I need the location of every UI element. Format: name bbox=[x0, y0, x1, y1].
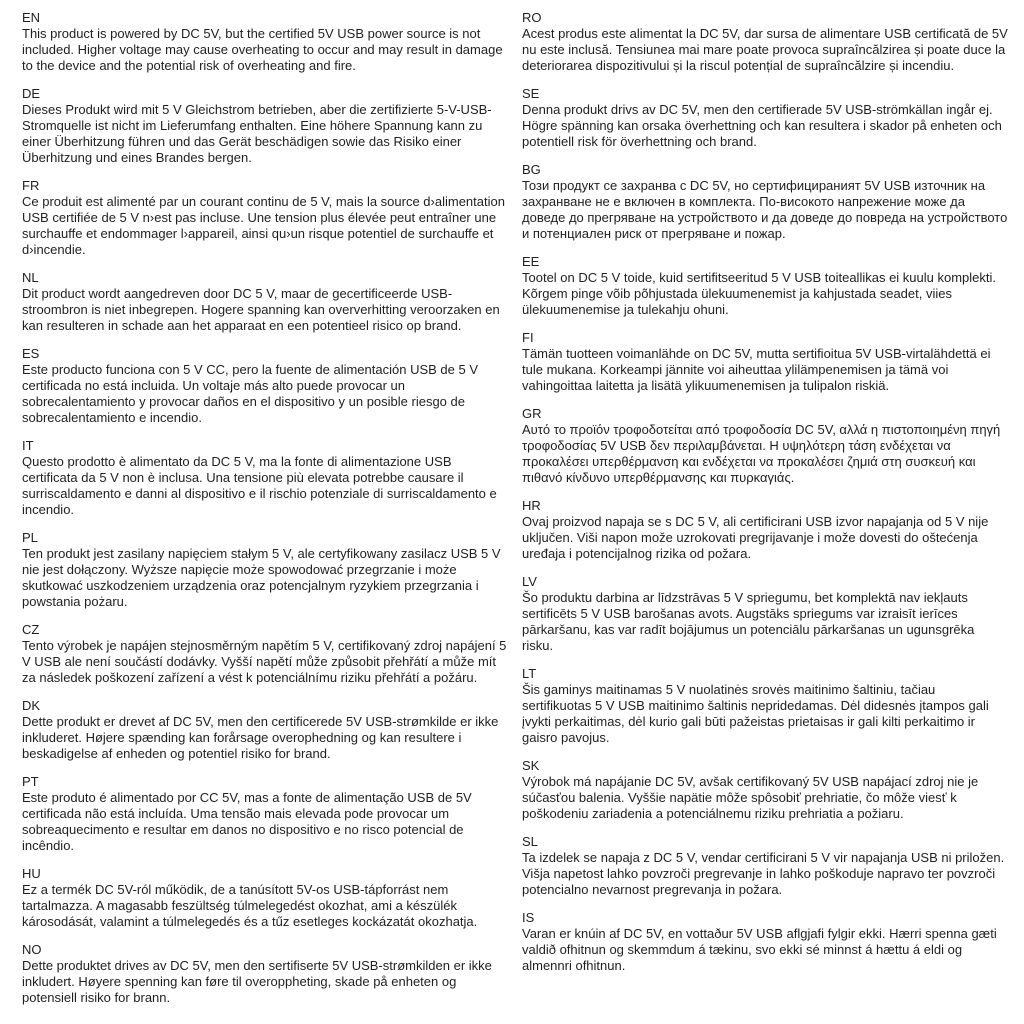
language-section bbox=[522, 666, 1008, 746]
language-section bbox=[522, 254, 1008, 318]
language-notice-text: Varan er knúin af DC 5V, en vottaður 5V USB aflgjafi fylgir ekki. Hærri spenna gæti valdið ofhitnun og skemmdum á tækinu, svo ekki sé minnst á hættu á eldi og almennri ofhitnun. bbox=[522, 926, 997, 973]
language-section bbox=[22, 774, 508, 854]
language-code-label: DE bbox=[22, 86, 41, 101]
right-column bbox=[522, 10, 1008, 1018]
language-notice-text: This product is powered by DC 5V, but the certified 5V USB power source is not included. Higher voltage may cause overheating to occur and may result in damage to the device and the potential risk of overheating and fire. bbox=[22, 26, 503, 73]
language-code-label: FI bbox=[522, 330, 534, 345]
language-section bbox=[22, 178, 508, 258]
language-section bbox=[22, 86, 508, 166]
language-notice-text: Šis gaminys maitinamas 5 V nuolatinės srovės maitinimo šaltiniu, tačiau sertifikuotas 5 V USB maitinimo šaltinis nepridedamas. Dėl didesnės įtampos gali įvykti perkaitimas, dėl kurio gali būti pažeistas prietaisas ir gali kilti perkaitimo ir gaisro pavojus. bbox=[522, 682, 989, 745]
language-code-label: SK bbox=[522, 758, 540, 773]
language-notice-text: Questo prodotto è alimentato da DC 5 V, ma la fonte di alimentazione USB certificata da 5 V non è inclusa. Una tensione più elevata potrebbe causare il surriscaldamento e danni al dispositivo e il rischio potenziale di surriscaldamento e incendio. bbox=[22, 454, 497, 517]
language-section bbox=[522, 162, 1008, 242]
language-code-label: PL bbox=[22, 530, 38, 545]
language-section bbox=[522, 910, 1008, 974]
language-code-label: NL bbox=[22, 270, 39, 285]
language-notice-text: Výrobok má napájanie DC 5V, avšak certifikovaný 5V USB napájací zdroj nie je súčasťou balenia. Vyššie napätie môže spôsobiť prehriatie, čo môže viesť k poškodeniu zariadenia a potenciálnemu riziku prehriatia a požiaru. bbox=[522, 774, 979, 821]
language-code-label: IS bbox=[522, 910, 535, 925]
language-notice-text: Dit product wordt aangedreven door DC 5 V, maar de gecertificeerde USB-stroombron is niet inbegrepen. Hogere spanning kan oververhitting veroorzaken en kan resulteren in schade aan het apparaat en een potentieel risico op brand. bbox=[22, 286, 500, 333]
language-notice-text: Tämän tuotteen voimanlähde on DC 5V, mutta sertifioitua 5V USB-virtalähdettä ei tule mukana. Korkeampi jännite voi aiheuttaa ylilämpenemisen ja tämä voi vahingoittaa laitetta ja lisätä ylikuumenemisen ja tulipalon riskiä. bbox=[522, 346, 991, 393]
language-section bbox=[22, 942, 508, 1006]
language-code-label: RO bbox=[522, 10, 542, 25]
language-code-label: BG bbox=[522, 162, 541, 177]
language-notice-text: Dette produkt er drevet af DC 5V, men den certificerede 5V USB-strømkilde er ikke inkluderet. Højere spænding kan forårsage overophedning og kan resultere i beskadigelse af enheden og potentiel risiko for brand. bbox=[22, 714, 499, 761]
language-notice-text: Denna produkt drivs av DC 5V, men den certifierade 5V USB-strömkällan ingår ej. Högre spänning kan orsaka överhettning och kan resultera i skador på enheten och potentiell risk för överhettning och brand. bbox=[522, 102, 1002, 149]
language-notice-text: Dette produktet drives av DC 5V, men den sertifiserte 5V USB-strømkilden er ikke inkludert. Høyere spenning kan føre til overoppheting, skade på enheten og potensiell risiko for brann. bbox=[22, 958, 492, 1005]
language-code-label: DK bbox=[22, 698, 41, 713]
language-notice-text: Este produto é alimentado por CC 5V, mas a fonte de alimentação USB de 5V certificada não está incluída. Uma tensão mais elevada pode provocar um sobreaquecimento e resultar em danos no dispositivo e no risco potencial de incêndio. bbox=[22, 790, 472, 853]
language-code-label: SL bbox=[522, 834, 538, 849]
language-notice-text: Ovaj proizvod napaja se s DC 5 V, ali certificirani USB izvor napajanja od 5 V nije uključen. Viši napon može uzrokovati pregrijavanje i može dovesti do oštećenja uređaja i potencijalnog rizika od požara. bbox=[522, 514, 989, 561]
language-code-label: EE bbox=[522, 254, 540, 269]
language-section bbox=[522, 758, 1008, 822]
language-code-label: LT bbox=[522, 666, 537, 681]
language-notice-text: Този продукт се захранва с DC 5V, но сертифицираният 5V USB източник на захранване не е включен в комплекта. По-високото напрежение може да доведе до прегряване на устройството и да доведе до повреда на устройството и потенциален риск от прегряване и пожар. bbox=[522, 178, 1008, 241]
language-notice-text: Ce produit est alimenté par un courant continu de 5 V, mais la source d›alimentation USB certifiée de 5 V n›est pas incluse. Une tension plus élevée peut entraîner une surchauffe et endommager l›appareil, ainsi qu›un risque potentiel de surchauffe et d›incendie. bbox=[22, 194, 505, 257]
language-code-label: NO bbox=[22, 942, 42, 957]
language-code-label: EN bbox=[22, 10, 41, 25]
language-notice-text: Tento výrobek je napájen stejnosměrným napětím 5 V, certifikovaný zdroj napájení 5 V USB ale není součástí dodávky. Vyšší napětí může způsobit přehřátí a může mít za následek poškození zařízení a vést k potenciálnímu riziku přehřátí a požáru. bbox=[22, 638, 507, 685]
language-notice-text: Acest produs este alimentat la DC 5V, dar sursa de alimentare USB certificată de 5V nu este inclusă. Tensiunea mai mare poate provoca supraîncălzirea și poate duce la deteriorarea dispozitivului și la riscul potențial de supraîncălzire și incendiu. bbox=[522, 26, 1008, 73]
language-code-label: FR bbox=[22, 178, 40, 193]
language-notice-text: Ten produkt jest zasilany napięciem stałym 5 V, ale certyfikowany zasilacz USB 5 V nie jest dołączony. Wyższe napięcie może spowodować przegrzanie i może skutkować uszkodzeniem urządzenia oraz potencjalnym ryzykiem przegrzania i powstania pożaru. bbox=[22, 546, 501, 609]
language-section bbox=[22, 270, 508, 334]
language-code-label: PT bbox=[22, 774, 39, 789]
language-section bbox=[22, 438, 508, 518]
language-code-label: HR bbox=[522, 498, 541, 513]
language-notice-text: Tootel on DC 5 V toide, kuid sertifitseeritud 5 V USB toiteallikas ei kuulu komplekti. Kõrgem pinge võib põhjustada ülekuumenemist ja kahjustada seadet, viies ülekuumenemise ja tulekahju ohuni. bbox=[522, 270, 997, 317]
language-code-label: HU bbox=[22, 866, 41, 881]
language-code-label: SE bbox=[522, 86, 540, 101]
language-notice-text: Šo produktu darbina ar līdzstrāvas 5 V spriegumu, bet komplektā nav iekļauts sertificēts 5 V USB barošanas avots. Augstāks spriegums var izraisīt ierīces pārkaršanu, kas var radīt bojājumus un potenciālu pārkaršanas un ugunsgrēka risku. bbox=[522, 590, 975, 653]
language-code-label: IT bbox=[22, 438, 34, 453]
language-code-label: ES bbox=[22, 346, 40, 361]
language-section bbox=[522, 574, 1008, 654]
language-notice-text: Este producto funciona con 5 V CC, pero la fuente de alimentación USB de 5 V certificada no está incluida. Un voltaje más alto puede provocar un sobrecalentamiento y provocar daños en el dispositivo y un posible riesgo de sobrecalentamiento e incendio. bbox=[22, 362, 478, 425]
language-section bbox=[522, 834, 1008, 898]
language-section bbox=[522, 330, 1008, 394]
language-code-label: CZ bbox=[22, 622, 40, 637]
language-notice-text: Dieses Produkt wird mit 5 V Gleichstrom betrieben, aber die zertifizierte 5-V-USB-Stromquelle ist nicht im Lieferumfang enthalten. Eine höhere Spannung kann zu einer Überhitzung führen und das Gerät beschädigen sowie das Risiko einer Überhitzung und eines Brandes bergen. bbox=[22, 102, 492, 165]
language-section bbox=[522, 406, 1008, 486]
left-column bbox=[22, 10, 508, 1018]
language-section bbox=[22, 622, 508, 686]
language-notice-text: Ez a termék DC 5V-ról működik, de a tanúsított 5V-os USB-tápforrást nem tartalmazza. A magasabb feszültség túlmelegedést okozhat, ami a készülék károsodását, valamint a túlmelegedés és a tűz esetleges kockázatát okozhatja. bbox=[22, 882, 478, 929]
language-code-label: LV bbox=[522, 574, 537, 589]
language-code-label: GR bbox=[522, 406, 542, 421]
language-section bbox=[22, 346, 508, 426]
language-section bbox=[22, 10, 508, 74]
language-section bbox=[22, 530, 508, 610]
language-section bbox=[522, 10, 1008, 74]
language-section bbox=[522, 86, 1008, 150]
language-section bbox=[22, 866, 508, 930]
language-notice-text: Αυτό το προϊόν τροφοδοτείται από τροφοδοσία DC 5V, αλλά η πιστοποιημένη πηγή τροφοδοσίας 5V USB δεν περιλαμβάνεται. Η υψηλότερη τάση ενδέχεται να προκαλέσει υπερθέρμανση και ενδέχεται να προκαλέσει ζημιά στη συσκευή και πιθανό κίνδυνο υπερθέρμανσης και πυρκαγιάς. bbox=[522, 422, 1001, 485]
language-section bbox=[22, 698, 508, 762]
language-section bbox=[522, 498, 1008, 562]
language-notice-text: Ta izdelek se napaja z DC 5 V, vendar certificirani 5 V vir napajanja USB ni priložen. Višja napetost lahko povzroči pregrevanje in lahko poškoduje napravo ter povzroči potencialno nevarnost pregrevanja in požara. bbox=[522, 850, 1005, 897]
